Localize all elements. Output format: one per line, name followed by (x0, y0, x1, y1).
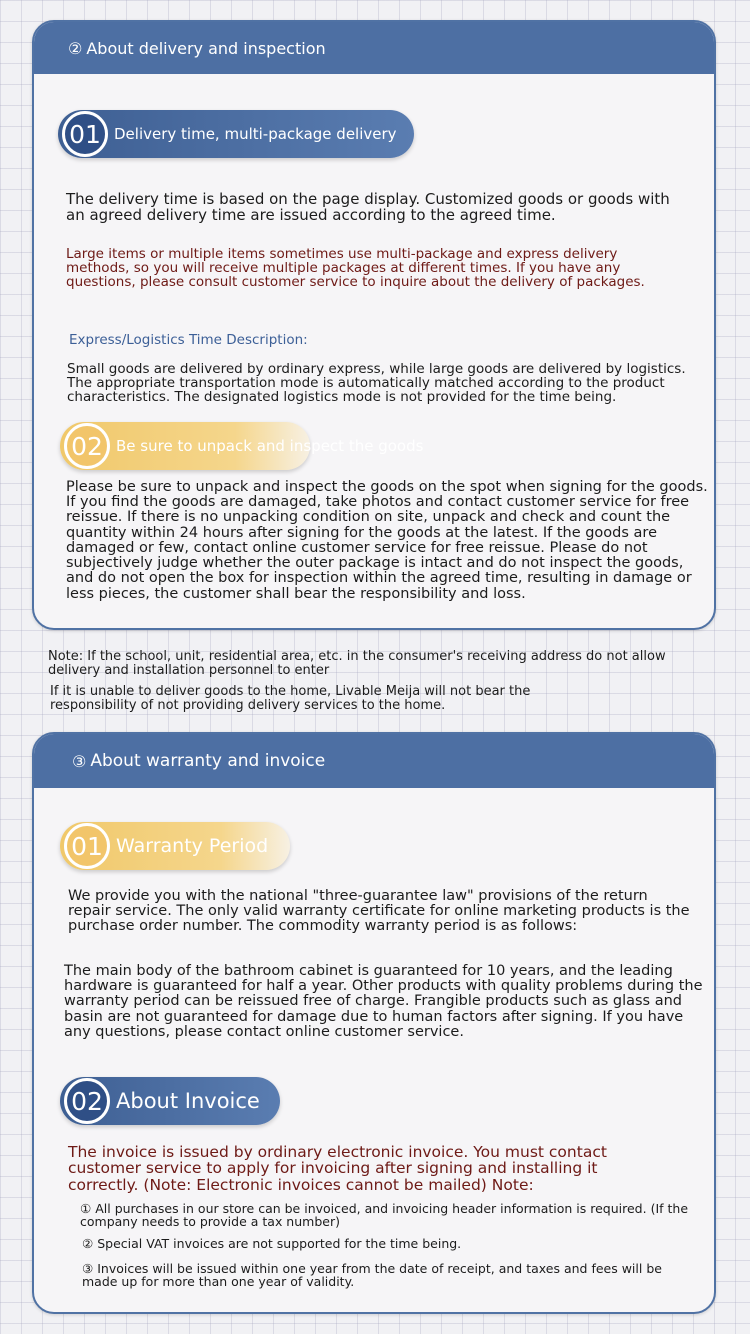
item-heading-label: About Invoice (116, 1089, 260, 1113)
section-number: ③ (72, 751, 87, 771)
paragraph-highlight: Large items or multiple items sometimes use multi-package and express delivery methods, so you will receive multiple packages at different times. If you have any questions, please consult customer service to inquire about the delivery of packages. (66, 246, 645, 291)
item-heading-delivery-time (58, 110, 414, 158)
paragraph: The delivery time is based on the page display. Customized goods or goods with an agreed delivery time are issued according to the agreed time. (66, 190, 670, 224)
paragraph: Please be sure to unpack and inspect the goods on the spot when signing for the goods. If you find the goods are damaged, take photos and contact customer service for free reissue. If there is no unpacking condition on site, unpack and check and count the quantity within 24 hours after signing for the goods at the latest. If the goods are damaged or few, contact online customer service for free reissue. Please do not subjectively judge whether the outer package is intact and do not inspect the goods, and do not open the box for inspection within the agreed time, resulting in damage or less pieces, the customer shall bear the responsibility and loss. (66, 479, 708, 602)
warranty-invoice-card (32, 732, 716, 1314)
section-title: About delivery and inspection (86, 38, 326, 58)
note-text: If it is unable to deliver goods to the home, Livable Meija will not bear the responsibility of not providing delivery services to the home. (50, 684, 531, 713)
item-heading-about-invoice (60, 1077, 280, 1125)
item-number-badge: 02 (64, 1078, 110, 1124)
list-marker: ① (80, 1201, 92, 1216)
list-item (82, 1237, 702, 1250)
section-title: About warranty and invoice (90, 751, 326, 771)
item-number-badge: 01 (64, 823, 110, 869)
section-header (34, 734, 714, 788)
section-number: ② (68, 38, 83, 58)
item-heading-warranty-period (60, 822, 290, 870)
paragraph: We provide you with the national "three-guarantee law" provisions of the return repair service. The only valid warranty certificate for online marketing products is the purchase order number. The commodity warranty period is as follows: (68, 888, 690, 935)
item-number-badge: 02 (64, 423, 110, 469)
paragraph-highlight: The invoice is issued by ordinary electronic invoice. You must contact customer service to apply for invoicing after signing and installing it correctly. (Note: Electronic invoices cannot be mailed) Note: (68, 1143, 607, 1194)
list-item (82, 1262, 662, 1288)
item-heading-label: Be sure to unpack and inspect the goods (116, 437, 424, 455)
list-item-text: Invoices will be issued within one year from the date of receipt, and taxes and fees will be made up for more than one year of validity. (82, 1261, 662, 1290)
section-header (34, 22, 714, 74)
paragraph: Small goods are delivered by ordinary express, while large goods are delivered by logistics. The appropriate transportation mode is automatically matched according to the product characteristics. The designated logistics mode is not provided for the time being. (67, 361, 686, 406)
note-text: Note: If the school, unit, residential area, etc. in the consumer's receiving address do not allow delivery and installation personnel to enter (48, 649, 666, 678)
list-item (80, 1202, 700, 1228)
item-number-badge: 01 (62, 111, 108, 157)
item-heading-label: Warranty Period (116, 835, 269, 857)
list-item-text: All purchases in our store can be invoiced, and invoicing header information is required. (If the company needs to provide a tax number) (80, 1201, 689, 1230)
list-marker: ② (82, 1236, 94, 1251)
list-marker: ③ (82, 1261, 94, 1276)
item-heading-unpack-inspect (60, 422, 424, 470)
item-heading-label: Delivery time, multi-package delivery (114, 125, 397, 143)
paragraph: The main body of the bathroom cabinet is guaranteed for 10 years, and the leading hardware is guaranteed for half a year. Other products with quality problems during the warranty period can be reissued free of charge. Frangible products such as glass and basin are not guaranteed for damage due to human factors after signing. If you have any questions, please contact online customer service. (64, 963, 703, 1040)
subheading: Express/Logistics Time Description: (69, 332, 308, 348)
list-item-text: Special VAT invoices are not supported for the time being. (97, 1236, 462, 1251)
delivery-inspection-card (32, 20, 716, 630)
